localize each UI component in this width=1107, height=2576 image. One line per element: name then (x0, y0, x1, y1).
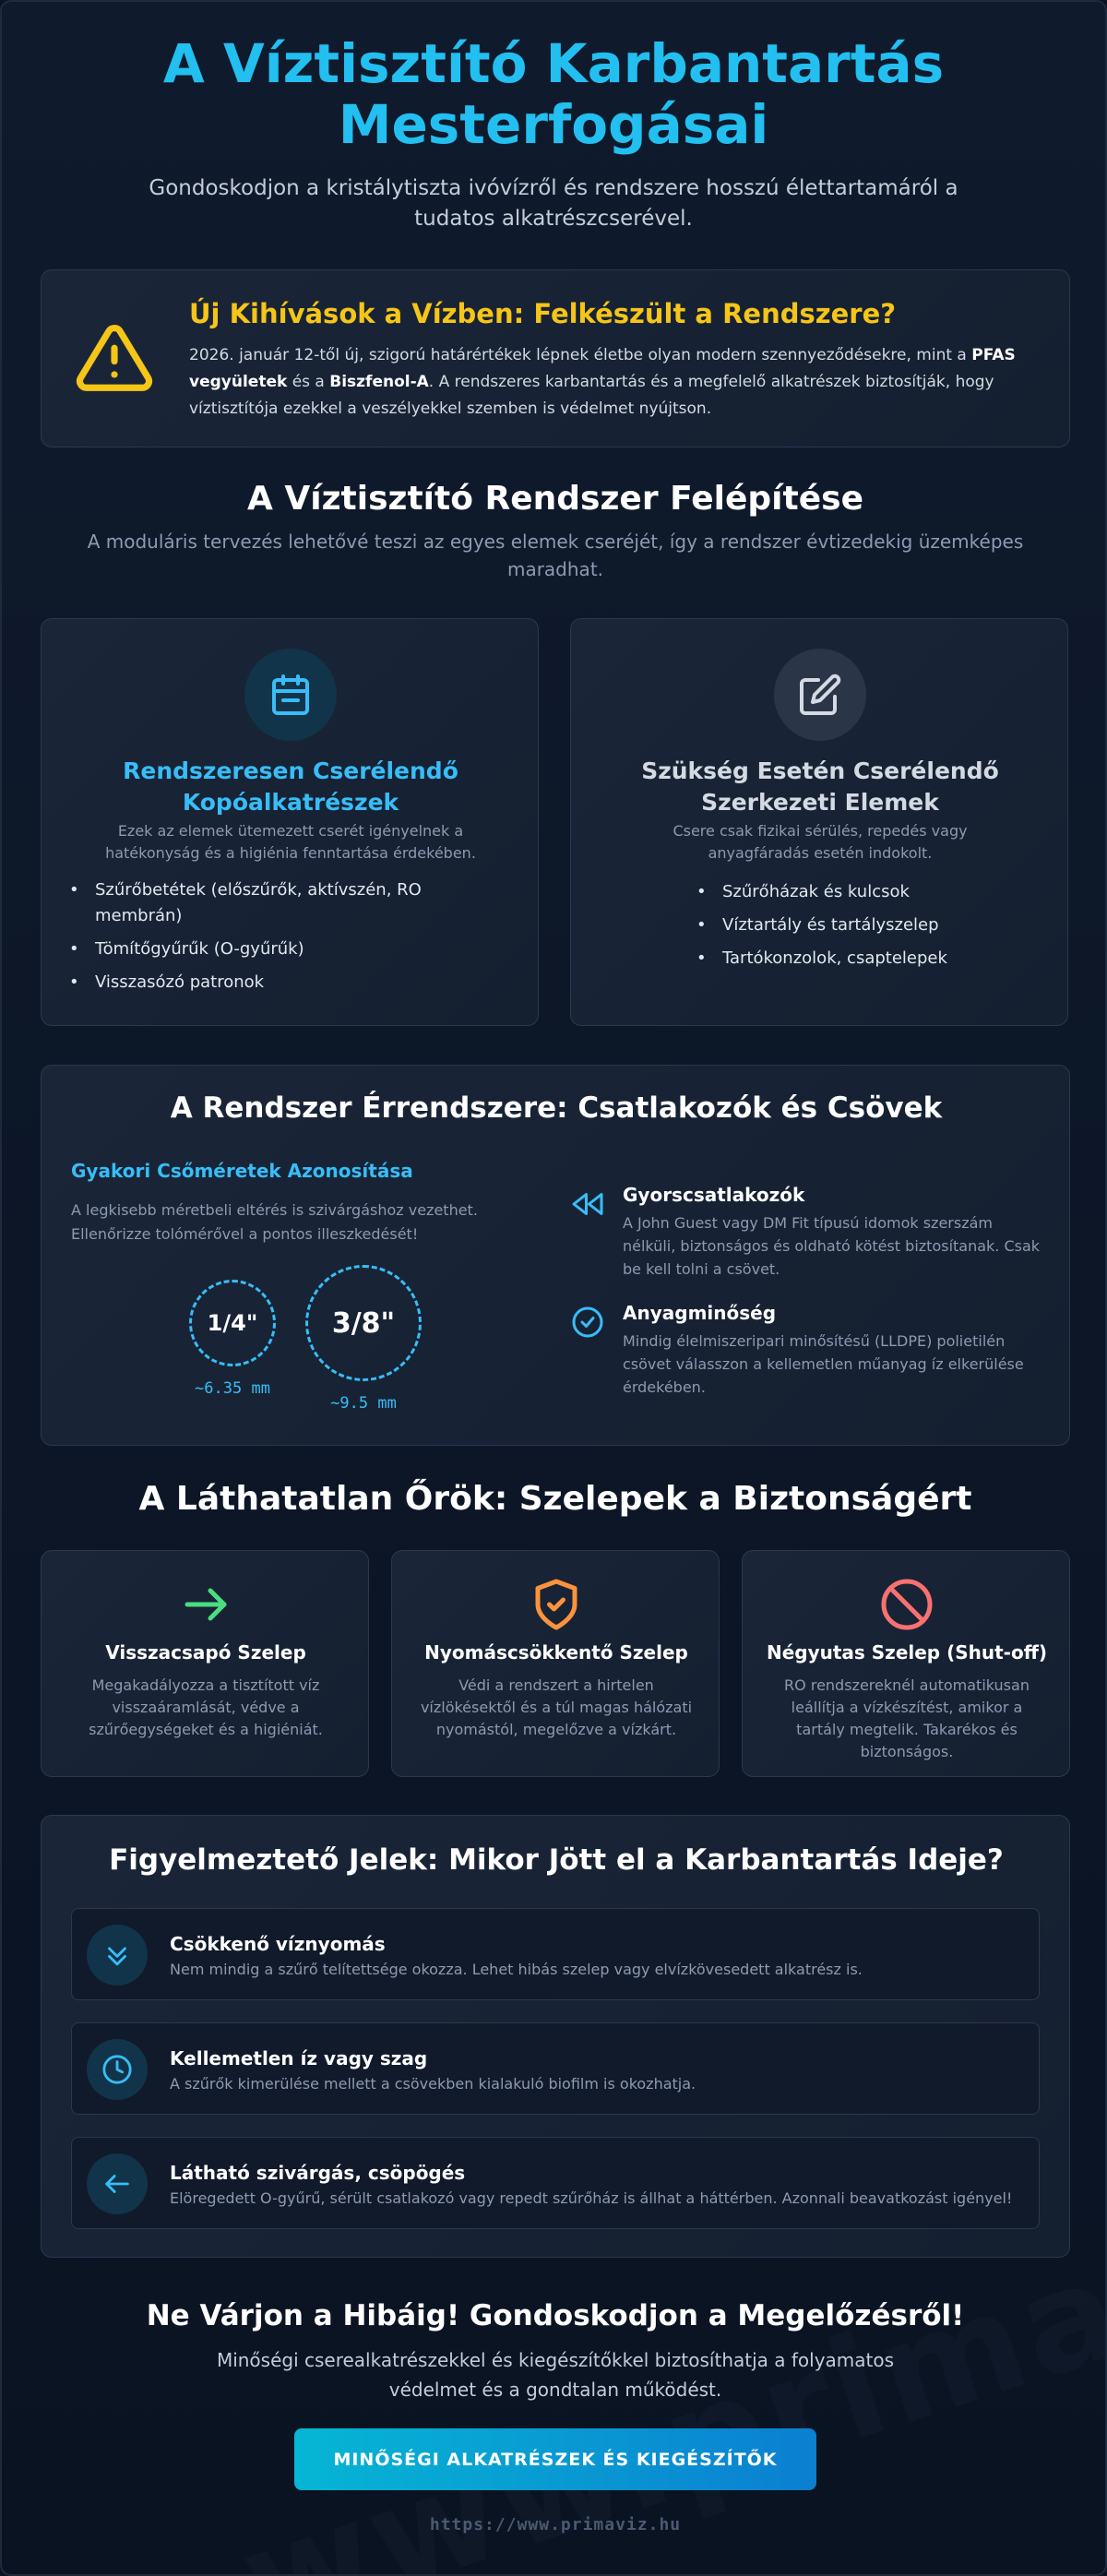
warning-title: Látható szivárgás, csöpögés (170, 2162, 466, 2184)
valve-card-pressure (391, 1550, 720, 1777)
feature-title: Anyagminőség (623, 1302, 777, 1324)
cta-title: Ne Várjon a Hibáig! Gondoskodjon a Megelőzésről! (146, 2299, 965, 2332)
valve-card-shutoff (742, 1550, 1070, 1777)
arrow-left-icon (101, 2168, 133, 2200)
calendar-icon-circle (244, 649, 337, 741)
structure-title: A Víztisztító Rendszer Felépítése (246, 480, 863, 518)
page-subtitle: Gondoskodjon a kristálytiszta ivóvízről és rendszere hosszú élettartamáról a tudatos alkatrészcserével. (149, 176, 958, 231)
structural-parts-list (696, 879, 1047, 979)
feature-material (571, 1302, 1042, 1394)
page-title: A Víztisztító Karbantartás Mesterfogásai (162, 32, 945, 156)
edit-icon (798, 673, 842, 717)
feature-title: Gyorscsatlakozók (623, 1184, 805, 1206)
warning-text: A szűrők kimerülése mellett a csövekben kialakuló biofilm is okozhatja. (170, 2075, 696, 2093)
valve-title: Nyomáscsökkentő Szelep (424, 1641, 688, 1664)
pipes-title: A Rendszer Érrendszere: Csatlakozók és Csövek (170, 1091, 943, 1125)
valve-text: Megakadályozza a tisztított víz visszaáramlását, védve a szűrőegységeket és a higiéniát. (89, 1676, 323, 1738)
valves-title: A Láthatatlan Őrök: Szelepek a Biztonságért (138, 1480, 972, 1518)
pipes-card (41, 1065, 1070, 1446)
warning-title: Kellemetlen íz vagy szag (170, 2047, 428, 2069)
pipe-sizes-hint: A legkisebb méretbeli eltérés is szivárgáshoz vezethet. Ellenőrizze tolómérővel a pontos illeszkedését! (71, 1201, 478, 1243)
warnings-title: Figyelmeztető Jelek: Mikor Jött el a Karbantartás Ideje? (109, 1843, 1004, 1877)
valve-title: Visszacsapó Szelep (105, 1641, 306, 1664)
alert-text: 2026. január 12-től új, szigorú határértékek lépnek életbe olyan modern szennyeződésekre, mint a PFAS vegyületek és a Biszfenol-A. A rendszeres karbantartás és a megfelelő alkatrészek biztosítják, hogy víztisztítója ezekkel a veszélyekkel szemben is védelmet nyújtson. (189, 346, 1016, 418)
structural-parts-desc: Csere csak fizikai sérülés, repedés vagy anyagfáradás esetén indokolt. (673, 822, 968, 862)
warning-triangle-icon (75, 318, 154, 398)
quick-connect-icon (571, 1187, 604, 1221)
regular-parts-desc: Ezek az elemek ütemezett cserét igényelnek a hatékonyság és a higiénia fenntartása érdekében. (105, 822, 476, 862)
pipe-size-quarter: 1/4" (189, 1280, 276, 1366)
pipe-size-three-eighths: 3/8" (305, 1265, 422, 1381)
structure-subtitle: A moduláris tervezés lehetővé teszi az egyes elemek cseréjét, így a rendszer évtizedekig üzemképes maradhat. (87, 531, 1024, 580)
list-item: • Szűrőházak és kulcsok (696, 879, 1047, 905)
edit-icon-circle (774, 649, 866, 741)
alert-card (41, 269, 1070, 447)
warning-text: Nem mindig a szűrő telítettsége okozza. Lehet hibás szelep vagy elvízkövesedett alkatrész is. (170, 1961, 863, 1978)
structural-parts-title: Szükség Esetén Cserélendő Szerkezeti Elemek (641, 757, 999, 816)
list-item: • Visszasózó patronok (69, 970, 512, 996)
list-item: • Szűrőbetétek (előszűrők, aktívszén, RO membrán) (69, 877, 512, 929)
valve-card-check (41, 1550, 369, 1777)
check-circle-icon (571, 1306, 604, 1339)
warning-title: Csökkenő víznyomás (170, 1933, 386, 1955)
feature-text: A John Guest vagy DM Fit típusú idomok szerszám nélküli, biztonságos és oldható kötést biztosítanak. Csak be kell tolni a csövet. (623, 1214, 1041, 1278)
parts-accessories-button[interactable]: MINŐSÉGI ALKATRÉSZEK ÉS KIEGÉSZÍTŐK (294, 2428, 816, 2490)
pipe-size-three-eighths-mm: ~9.5 mm (330, 1394, 397, 1413)
warning-icon-circle (87, 2153, 148, 2214)
hero (2, 2, 1105, 234)
list-item: • Víztartály és tartályszelep (696, 912, 1047, 938)
clock-icon (101, 2054, 133, 2085)
alert-title: Új Kihívások a Vízben: Felkészült a Rendszere? (189, 298, 897, 329)
valve-text: RO rendszereknél automatikusan leállítja a vízkészítést, amikor a tartály megtelik. Takarékos és biztonságos. (784, 1676, 1030, 1760)
warning-pressure (71, 1908, 1040, 2000)
chevrons-down-icon (101, 1939, 133, 1971)
alert-bold-bpa: Biszfenol-A (329, 373, 429, 391)
alert-bold-pfas: PFAS vegyületek (189, 346, 1016, 391)
warning-text: Elöregedett O-gyűrű, sérült csatlakozó vagy repedt szűrőház is állhat a háttérben. Azonnali beavatkozást igényel! (170, 2189, 1013, 2207)
pipe-size-quarter-mm: ~6.35 mm (195, 1379, 270, 1398)
feature-text: Mindig élelmiszeripari minősítésű (LLDPE) polietilén csövet válasszon a kellemetlen műanyag íz elkerülése érdekében. (623, 1332, 1024, 1396)
regular-parts-card (41, 618, 539, 1026)
valve-text: Védi a rendszert a hirtelen vízlökésektől és a túl magas hálózati nyomástól, megelőzve a vízkárt. (420, 1676, 693, 1738)
regular-parts-list (69, 877, 512, 1003)
list-item: • Tartókonzolok, csaptelepek (696, 946, 1047, 972)
shield-check-icon (529, 1577, 584, 1632)
footer-url-link[interactable]: https://www.primaviz.hu (429, 2515, 682, 2534)
feature-quick-connect (571, 1184, 1042, 1276)
warning-taste (71, 2022, 1040, 2115)
regular-parts-title: Rendszeresen Cserélendő Kopóalkatrészek (123, 757, 458, 816)
pipe-sizes-heading: Gyakori Csőméretek Azonosítása (71, 1160, 413, 1182)
warning-icon-circle (87, 1925, 148, 1986)
list-item: • Tömítőgyűrűk (O-gyűrűk) (69, 936, 512, 962)
warning-leak (71, 2137, 1040, 2229)
structural-parts-card (570, 618, 1068, 1026)
warning-icon-circle (87, 2039, 148, 2100)
warnings-card (41, 1815, 1070, 2258)
calendar-icon (268, 673, 313, 717)
prohibited-icon (879, 1577, 934, 1632)
cta-text: Minőségi cserealkatrészekkel és kiegészítőkkel biztosíthatja a folyamatos védelmet és a gondtalan működést. (216, 2349, 895, 2401)
arrow-right-icon (178, 1577, 233, 1632)
valve-title: Négyutas Szelep (Shut-off) (766, 1641, 1048, 1664)
